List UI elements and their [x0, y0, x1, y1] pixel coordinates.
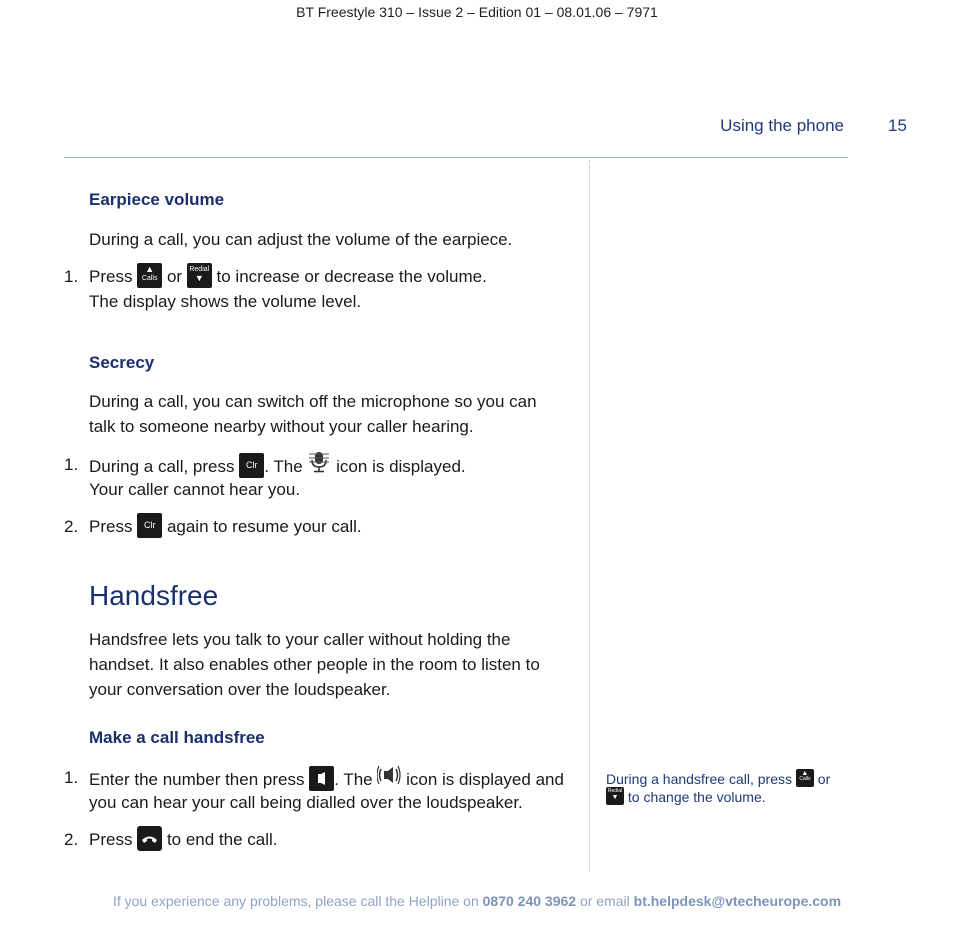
secrecy-intro-line-2: talk to someone nearby without your caller hearing.: [89, 417, 474, 436]
step-text: Enter the number then press: [89, 769, 305, 789]
calls-up-key-icon: ▲ Calls: [137, 263, 162, 288]
step-text: Press: [89, 517, 133, 536]
redial-down-key-icon: Redial ▼: [606, 787, 624, 805]
earpiece-step-1-line-2: The display shows the volume level.: [89, 292, 362, 311]
secrecy-heading: Secrecy: [89, 353, 155, 372]
step-text: or: [166, 267, 183, 286]
handsfree-intro-line-2: handset. It also enables other people in the room to listen to: [89, 655, 540, 674]
handsfree-key-icon: [309, 766, 334, 791]
header-divider: [64, 157, 848, 158]
helpline-phone: 0870 240 3962: [482, 893, 577, 909]
step-text: Press: [89, 830, 133, 849]
earpiece-step-1: [89, 264, 487, 290]
secrecy-intro-line-1: During a call, you can switch off the microphone so you can: [89, 392, 537, 411]
step-text: Press: [89, 267, 133, 286]
side-note-line-1: [606, 770, 830, 789]
step-number: 2.: [64, 517, 79, 536]
document-id: BT Freestyle 310 – Issue 2 – Edition 01 – 08.01.06 – 7971: [296, 4, 658, 20]
step-text: . The: [264, 456, 303, 476]
handsfree-heading: Handsfree: [89, 580, 219, 611]
secrecy-step-2: [89, 514, 362, 540]
handsfree-step-2: [89, 827, 278, 853]
footer-helpline: [0, 893, 954, 909]
earpiece-intro: During a call, you can adjust the volume of the earpiece.: [89, 230, 513, 249]
side-note-text: or: [817, 771, 831, 787]
step-text: again to resume your call.: [166, 517, 362, 536]
footer-text: or email: [579, 893, 630, 909]
clr-key-icon: Clr: [239, 453, 264, 478]
step-text: to end the call.: [166, 830, 278, 849]
helpdesk-email: bt.helpdesk@vtecheurope.com: [633, 893, 842, 909]
column-divider: [589, 160, 590, 872]
side-note-text: During a handsfree call, press: [606, 771, 792, 787]
side-note-text: to change the volume.: [627, 789, 766, 805]
step-text: . The: [334, 769, 373, 789]
handsfree-intro-line-3: your conversation over the loudspeaker.: [89, 680, 391, 699]
step-number: 1.: [64, 768, 79, 787]
end-call-key-icon: [137, 826, 162, 851]
microphone-muted-icon: [307, 450, 331, 481]
section-title: Using the phone: [720, 116, 844, 135]
secrecy-step-1-line-2: Your caller cannot hear you.: [89, 480, 301, 499]
step-number: 1.: [64, 455, 79, 474]
handsfree-intro-line-1: Handsfree lets you talk to your caller without holding the: [89, 630, 511, 649]
footer-text: If you experience any problems, please call the Helpline on: [112, 893, 479, 909]
calls-up-key-icon: ▲ Calls: [796, 769, 814, 787]
step-text: During a call, press: [89, 456, 235, 476]
step-number: 1.: [64, 267, 79, 286]
step-text: icon is displayed and: [406, 769, 564, 789]
side-note-line-2: [606, 788, 766, 807]
step-text: icon is displayed.: [336, 456, 466, 476]
step-text: to increase or decrease the volume.: [216, 267, 487, 286]
clr-key-icon: Clr: [137, 513, 162, 538]
redial-down-key-icon: Redial ▼: [187, 263, 212, 288]
page-number: 15: [888, 116, 907, 135]
earpiece-volume-heading: Earpiece volume: [89, 190, 225, 209]
step-number: 2.: [64, 830, 79, 849]
make-call-handsfree-heading: Make a call handsfree: [89, 728, 265, 747]
handsfree-step-1-line-2: you can hear your call being dialled over the loudspeaker.: [89, 793, 523, 812]
